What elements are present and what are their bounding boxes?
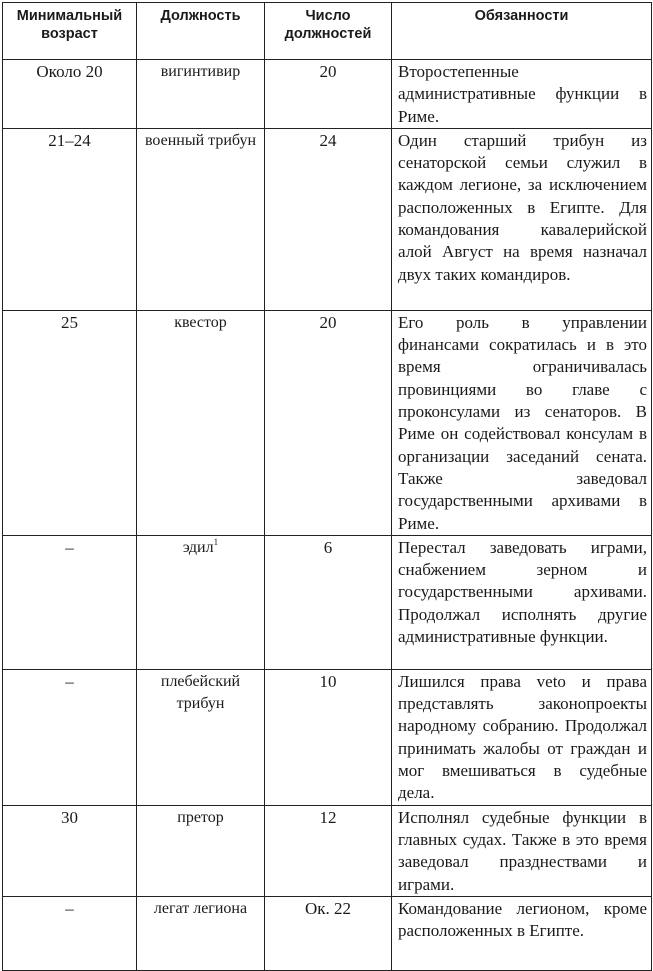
position-name: военный трибун: [144, 131, 257, 149]
cell-age: –: [3, 896, 137, 970]
cell-count: 20: [265, 60, 392, 129]
header-row: [3, 3, 652, 60]
cell-age: 21–24: [3, 128, 137, 310]
table-row: [3, 669, 652, 805]
header-min-age: Минимальный возраст: [3, 3, 137, 60]
table-row: [3, 128, 652, 310]
header-duties: Обязанности: [392, 3, 652, 60]
cell-age: –: [3, 535, 137, 669]
cell-age: –: [3, 669, 137, 805]
cell-duties: Один старший трибун из сенаторской семьи служил в каждом легионе, за исключением расположенных в Египте. Для командования кавалерийской алой Август на время назначал двух таких командиров.: [392, 128, 652, 310]
position-name: легат легиона: [153, 899, 248, 917]
cell-age: 25: [3, 310, 137, 535]
table-row: [3, 60, 652, 129]
cell-count: Ок. 22: [265, 896, 392, 970]
cell-position: [137, 805, 265, 896]
magistracies-table: [2, 2, 652, 971]
cell-count: 24: [265, 128, 392, 310]
header-count: Число должностей: [265, 3, 392, 60]
cell-age: Около 20: [3, 60, 137, 129]
cell-duties: Второстепенные административные функции в Риме.: [392, 60, 652, 129]
position-name: вигинтивир: [160, 63, 241, 80]
cell-age: 30: [3, 805, 137, 896]
footnote-marker: 1: [213, 536, 219, 547]
cell-duties: Лишился права veto и права представлять законопроекты народному собранию. Продолжал принимать жалобы от граждан и мог вмешиваться в судебные дела.: [392, 669, 652, 805]
cell-position: [137, 310, 265, 535]
cell-duties: Перестал заведовать играми, снабжением зерном и государственными архивами. Продолжал исполнять другие административные функции.: [392, 535, 652, 669]
cell-count: 20: [265, 310, 392, 535]
cell-count: 10: [265, 669, 392, 805]
table-row: [3, 310, 652, 535]
table-row: [3, 896, 652, 970]
table-row: [3, 535, 652, 669]
cell-position: [137, 128, 265, 310]
position-name: квестор: [174, 313, 227, 331]
cell-duties: Исполнял судебные функции в главных судах. Также в это время заведовал празднествами и играми.: [392, 805, 652, 896]
cell-duties: Его роль в управлении финансами сократилась и в это время ограничивалась провинциями во главе с проконсулами из сенаторов. В Риме он содействовал консулам в организации заседаний сената. Также заведовал государственными архивами в Риме.: [392, 310, 652, 535]
table-row: [3, 805, 652, 896]
cell-position: [137, 669, 265, 805]
position-name: претор: [177, 808, 224, 826]
cell-position: [137, 896, 265, 970]
position-name: эдил: [182, 538, 214, 556]
position-name: плебейский трибун: [160, 672, 241, 713]
cell-position: [137, 60, 265, 129]
cell-position: [137, 535, 265, 669]
cell-count: 12: [265, 805, 392, 896]
cell-duties: Командование легионом, кроме расположенных в Египте.: [392, 896, 652, 970]
cell-count: 6: [265, 535, 392, 669]
header-position: Должность: [137, 3, 265, 60]
